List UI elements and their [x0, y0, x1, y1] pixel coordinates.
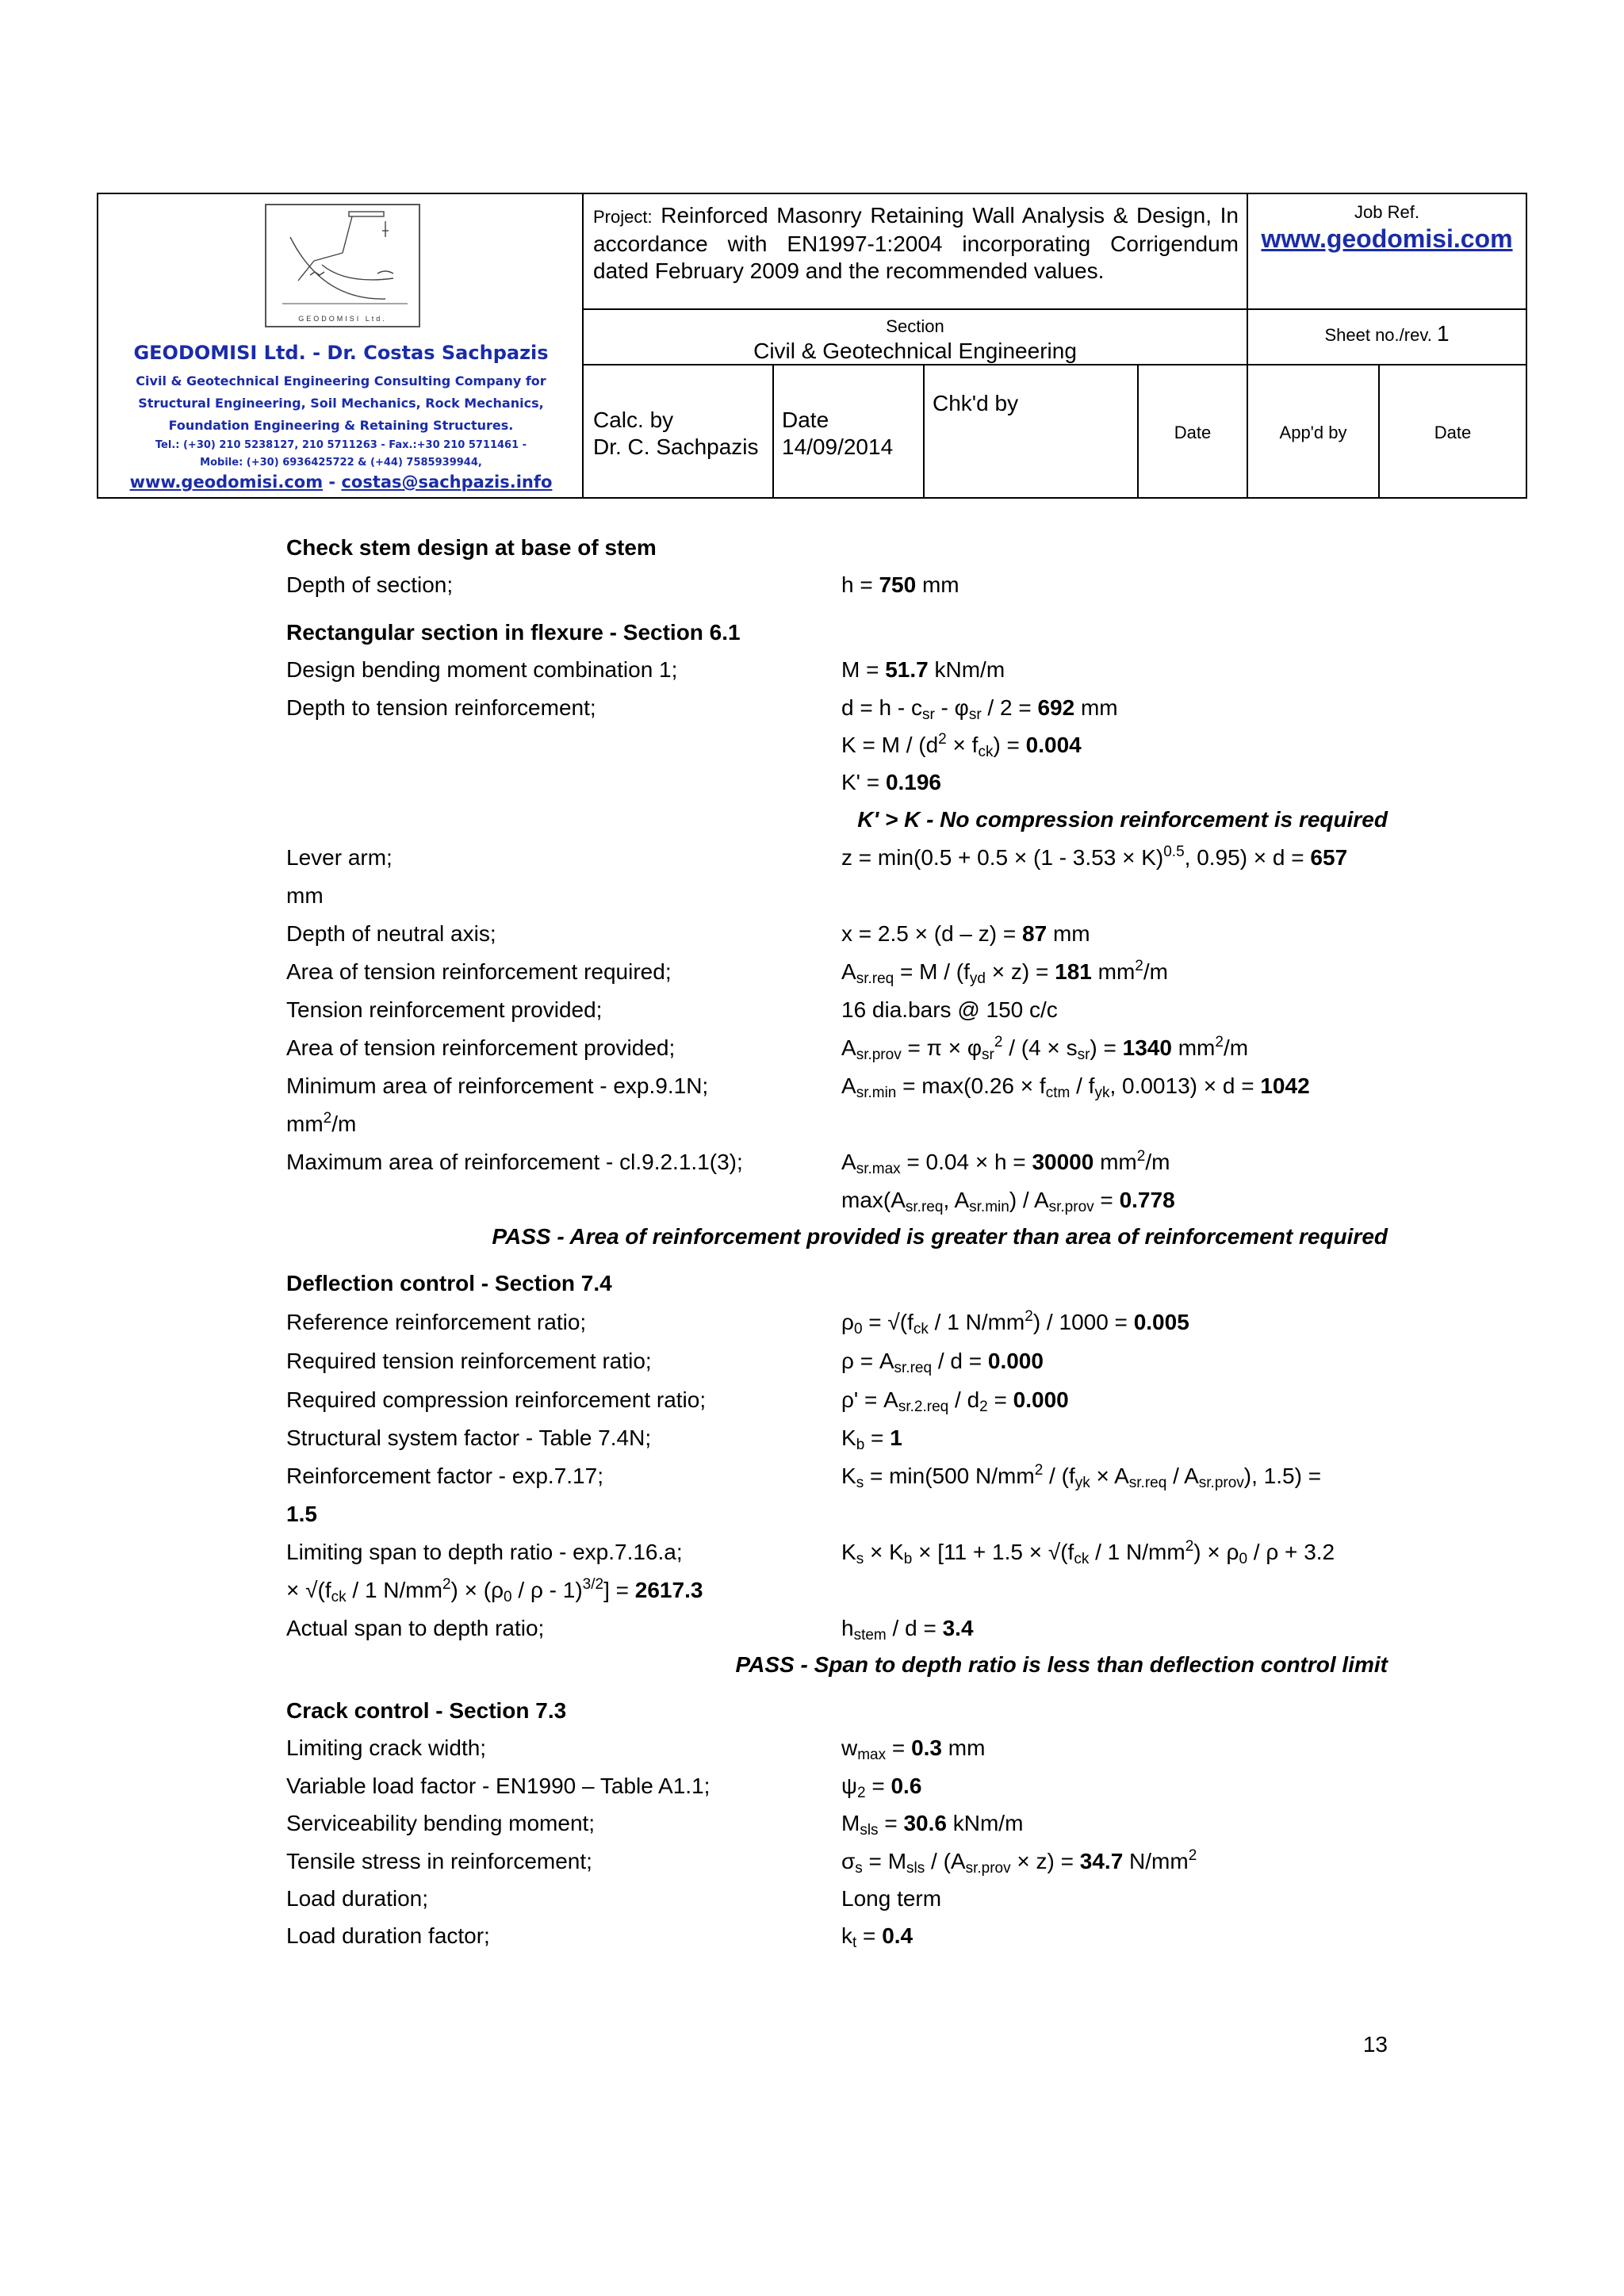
job-ref-label: Job Ref. [1354, 202, 1419, 222]
section-value: Civil & Geotechnical Engineering [753, 339, 1077, 363]
moment-label: Design bending moment combination 1; [286, 657, 678, 682]
reinf-factor-label: Reinforcement factor - exp.7.17; [286, 1464, 603, 1488]
min-area-unit: $mm^2/m$ [286, 1110, 357, 1136]
variable-load-formula: $\psi_2 = 0.6$ [841, 1774, 922, 1801]
tensile-stress-value: 34.7 [1079, 1849, 1124, 1873]
company-desc-line: Civil & Geotechnical Engineering Consulting Company for [136, 373, 546, 388]
area-required-value: 181 [1055, 959, 1092, 984]
lever-arm-formula: $z = \min(0.5 + 0.5 \times (1 - 3.53 \times K)^{0.5}$, 0.95) × d = 657 [841, 844, 1348, 870]
checked-date-label: Date [1174, 423, 1212, 442]
sls-moment-formula: $M_{sls} = 30.6$ kNm/m [841, 1811, 1024, 1839]
reinforcement-provided-label: Tension reinforcement provided; [286, 997, 603, 1022]
checked-date-cell [1139, 365, 1248, 497]
area-required-label: Area of tension reinforcement required; [286, 959, 672, 984]
company-mobile: Mobile: (+30) 6936425722 & (+44) 7585939944, [200, 457, 482, 469]
date-value: 14/09/2014 [782, 434, 894, 459]
area-ratio-value: 0.778 [1119, 1188, 1175, 1212]
checked-by-label: Chk'd by [933, 391, 1019, 415]
depth-formula: h = 750 mm [841, 572, 959, 597]
k-prime-formula: K' = 0.196 [841, 770, 942, 794]
company-links [98, 473, 584, 492]
moment-value: 51.7 [885, 657, 929, 682]
max-area-formula: $A_{sr.max} = 0.04 \times h = 30000$ $mm^2/m$ [841, 1148, 1170, 1177]
company-email-link[interactable]: costas@sachpazis.info [341, 473, 553, 492]
ref-ratio-label: Reference reinforcement ratio; [286, 1310, 587, 1334]
tension-depth-formula: $d = h - c_{sr} - \varphi_{sr} / 2 = 692$ mm [841, 695, 1118, 723]
area-required-formula: $A_{sr.req} = M / (f_{yd} \times z) = 181$ $mm^2/m$ [841, 958, 1168, 987]
approved-date-cell [1380, 365, 1526, 497]
max-area-value: 30000 [1032, 1150, 1094, 1174]
load-duration-factor-label: Load duration factor; [286, 1923, 490, 1948]
req-comp-ratio-value: 0.000 [1013, 1387, 1069, 1412]
approved-by-cell [1248, 365, 1380, 497]
area-provided-value: 1340 [1122, 1035, 1172, 1060]
load-duration-factor-formula: $k_t = 0.4$ [841, 1923, 914, 1951]
min-area-formula: $A_{sr.min} = \max(0.26 \times f_{ctm} / f_{yk}$, 0.0013) × d = 1042 [841, 1073, 1310, 1101]
load-duration-label: Load duration; [286, 1886, 429, 1911]
deflection-heading: Deflection control - Section 7.4 [286, 1271, 612, 1295]
reinforcement-provided-value: 16 dia.bars @ 150 c/c [841, 997, 1058, 1022]
actual-span-formula: $h_{stem} / d = 3.4$ [841, 1616, 974, 1644]
area-provided-label: Area of tension reinforcement provided; [286, 1035, 676, 1060]
checked-by-cell [925, 365, 1139, 497]
limiting-span-label: Limiting span to depth ratio - exp.7.16.a; [286, 1540, 683, 1564]
crack-width-value: 0.3 [911, 1735, 942, 1760]
k-formula: $K = M / (d^2 \times f_{ck}) = 0.004$ [841, 731, 1082, 760]
neutral-axis-label: Depth of neutral axis; [286, 921, 496, 946]
k-prime-value: 0.196 [885, 770, 942, 794]
req-tension-ratio-formula: $\rho = A_{sr.req} / d = 0.000$ [841, 1349, 1044, 1376]
req-comp-ratio-formula: $\rho' = A_{sr.2.req} / d_2 = 0.000$ [841, 1387, 1069, 1415]
area-ratio-formula: $\max(A_{sr.req}$, $A_{sr.min}) / A_{sr.prov} = 0.778$ [841, 1188, 1175, 1215]
limiting-span-value: 2617.3 [634, 1578, 703, 1602]
depth-value: 750 [879, 572, 917, 597]
lever-arm-value: 657 [1310, 845, 1348, 870]
moment-formula: M = 51.7 kNm/m [841, 657, 1005, 682]
variable-load-label: Variable load factor - EN1990 – Table A1.1; [286, 1774, 710, 1798]
company-logo [265, 204, 420, 327]
req-tension-ratio-label: Required tension reinforcement ratio; [286, 1349, 652, 1373]
project-cell [584, 194, 1248, 310]
structural-factor-value: 1 [890, 1425, 902, 1450]
section-label: Section [886, 316, 944, 336]
calc-by-label: Calc. by [593, 408, 674, 432]
stem-check-heading: Check stem design at base of stem [286, 535, 657, 560]
link-separator: - [328, 473, 336, 492]
pass-span-check: PASS - Span to depth ratio is less than deflection control limit [735, 1652, 1388, 1677]
crack-width-label: Limiting crack width; [286, 1735, 487, 1760]
date-label: Date [782, 408, 829, 432]
pass-area-check: PASS - Area of reinforcement provided is greater than area of reinforcement required [492, 1224, 1388, 1249]
retaining-wall-sketch-icon [266, 205, 419, 326]
date-cell [774, 365, 925, 497]
job-ref-link[interactable]: www.geodomisi.com [1261, 224, 1513, 253]
actual-span-value: 3.4 [942, 1616, 974, 1640]
sls-moment-label: Serviceability bending moment; [286, 1811, 596, 1835]
calc-by-cell [584, 365, 774, 497]
min-area-value: 1042 [1260, 1073, 1310, 1098]
req-tension-ratio-value: 0.000 [987, 1349, 1044, 1373]
sheet-cell [1248, 310, 1526, 365]
approved-date-label: Date [1434, 423, 1472, 442]
actual-span-label: Actual span to depth ratio; [286, 1616, 545, 1640]
tensile-stress-label: Tensile stress in reinforcement; [286, 1849, 592, 1873]
company-website-link[interactable]: www.geodomisi.com [129, 473, 324, 492]
variable-load-value: 0.6 [891, 1774, 922, 1798]
depth-label: Depth of section; [286, 572, 454, 597]
calc-by-value: Dr. C. Sachpazis [593, 434, 759, 459]
tension-depth-label: Depth to tension reinforcement; [286, 695, 596, 720]
sls-moment-value: 30.6 [903, 1811, 947, 1835]
reinf-factor-formula: $K_s = \min(500$ $N/mm^2 / (f_{yk} \times A_{sr.req} / A_{sr.prov})$, 1.5) = [841, 1462, 1322, 1491]
page-number: 13 [1362, 2032, 1388, 2057]
no-compression-note: K' > K - No compression reinforcement is required [857, 807, 1388, 832]
load-duration-value: Long term [841, 1886, 942, 1911]
area-provided-formula: $A_{sr.prov} = \pi \times \varphi_{sr}^2 / (4 \times s_{sr}) = 1340$ $mm^2/m$ [841, 1034, 1249, 1063]
tension-depth-value: 692 [1037, 695, 1075, 720]
sheet-label: Sheet no./rev. [1324, 325, 1432, 345]
neutral-axis-value: 87 [1022, 921, 1048, 946]
section-cell [584, 310, 1248, 365]
reinf-factor-value: 1.5 [286, 1502, 317, 1526]
header-table [97, 193, 1527, 499]
logo-caption: GEODOMISI Ltd. [298, 315, 387, 323]
structural-factor-formula: $K_b = 1$ [841, 1425, 902, 1453]
max-area-label: Maximum area of reinforcement - cl.9.2.1.1(3); [286, 1150, 743, 1174]
req-comp-ratio-label: Required compression reinforcement ratio; [286, 1387, 707, 1412]
ref-ratio-formula: $\rho_0 = √(f_{ck} / 1$ $N/mm^2) / 1000 = 0.005$ [841, 1308, 1189, 1337]
limiting-span-formula: $K_s \times K_b \times [11 + 1.5 \times √(f_{ck} / 1$ $N/mm^2) \times \rho_0 / \rho + 3.2$ [841, 1538, 1335, 1567]
ref-ratio-value: 0.005 [1133, 1310, 1189, 1334]
company-desc-line: Structural Engineering, Soil Mechanics, Rock Mechanics, [138, 396, 544, 411]
lever-arm-label: Lever arm; [286, 845, 393, 870]
job-ref-cell [1248, 194, 1526, 310]
crack-control-heading: Crack control - Section 7.3 [286, 1698, 567, 1723]
project-text: Reinforced Masonry Retaining Wall Analysis & Design, In accordance with EN1997-1:2004 incorporating Corrigendum dated February 2009 and the recommended values. [593, 203, 1239, 283]
limiting-span-formula-cont: × $√(f_{ck} / 1$ $N/mm^2) \times (\rho_0 / \rho - 1)^{3/2}] = 2617.3$ [286, 1576, 703, 1605]
load-duration-factor-value: 0.4 [882, 1923, 914, 1948]
lever-arm-unit: mm [286, 883, 324, 908]
project-label: Project: [593, 207, 653, 227]
neutral-axis-formula: x = 2.5 × (d – z) = 87 mm [841, 921, 1090, 946]
sheet-value: 1 [1436, 321, 1450, 346]
company-phone: Tel.: (+30) 210 5238127, 210 5711263 - Fax.:+30 210 5711461 - [155, 439, 527, 451]
company-block [98, 194, 584, 497]
company-name: GEODOMISI Ltd. - Dr. Costas Sachpazis [133, 342, 549, 364]
k-value: 0.004 [1025, 733, 1082, 757]
rect-section-heading: Rectangular section in flexure - Section 6.1 [286, 620, 741, 645]
tensile-stress-formula: $\sigma_s = M_{sls} / (A_{sr.prov} \times z) = 34.7$ $N/mm^2$ [841, 1847, 1197, 1877]
company-desc-line: Foundation Engineering & Retaining Structures. [168, 418, 514, 433]
crack-width-formula: $w_{max} = 0.3$ mm [841, 1735, 986, 1763]
min-area-label: Minimum area of reinforcement - exp.9.1N; [286, 1073, 709, 1098]
approved-by-label: App'd by [1279, 423, 1347, 442]
structural-factor-label: Structural system factor - Table 7.4N; [286, 1425, 652, 1450]
company-description [98, 370, 584, 472]
